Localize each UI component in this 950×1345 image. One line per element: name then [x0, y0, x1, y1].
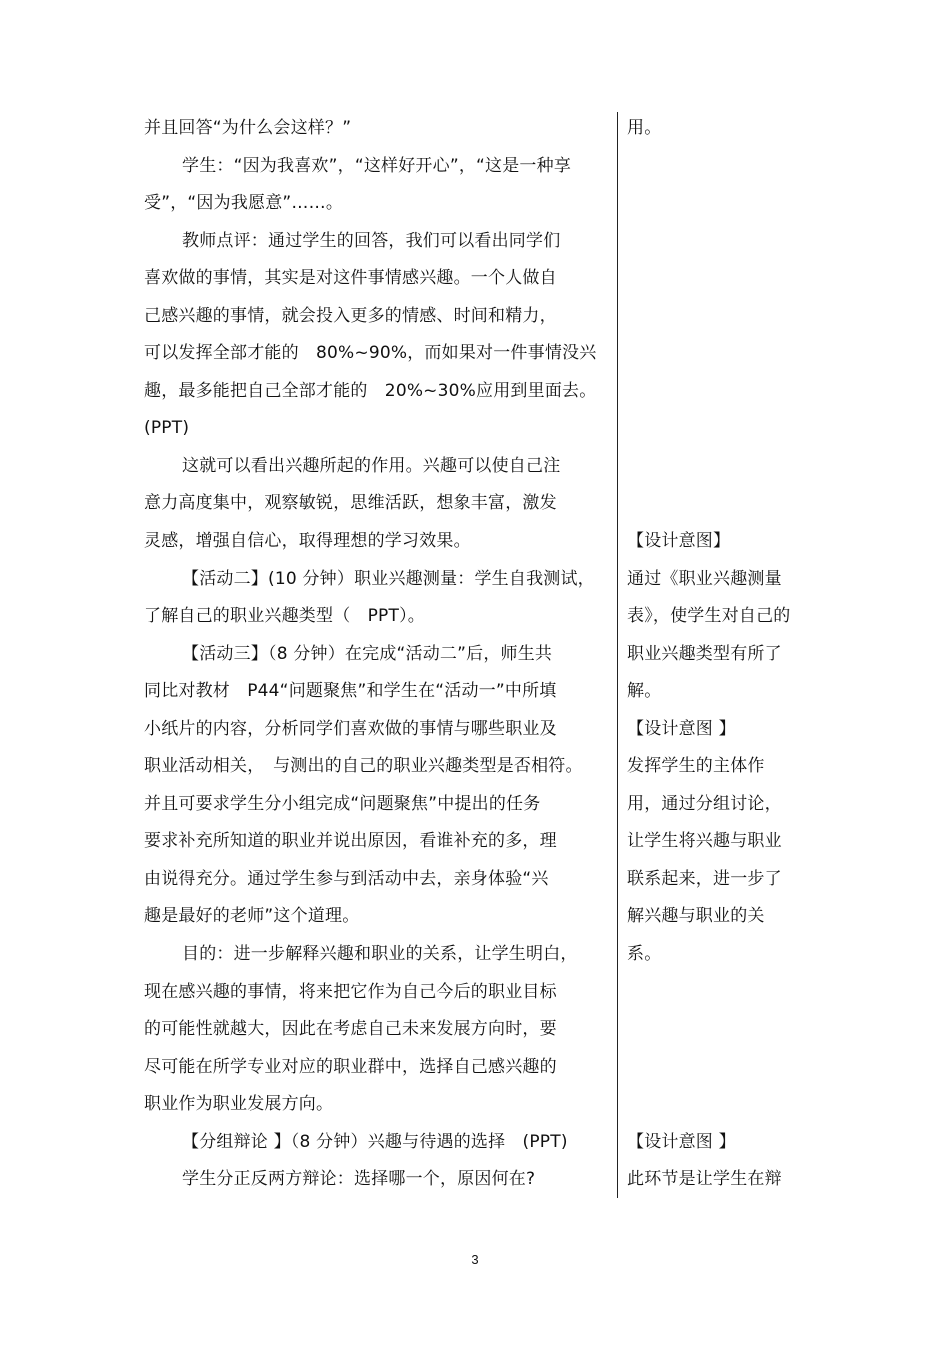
spacer — [627, 298, 812, 336]
side-note-line: 解。 — [627, 681, 662, 702]
text-line: 己感兴趣的事情，就会投入更多的情感、时间和精力， — [144, 305, 557, 326]
design-intent-heading: 【设计意图】 — [627, 531, 731, 552]
spacer — [627, 410, 812, 448]
design-intent-heading: 【设计意图 】 — [627, 718, 736, 739]
side-note-line: 此环节是让学生在辩 — [627, 1169, 782, 1190]
spacer — [627, 1086, 812, 1124]
text-line: 灵感，增强自信心，取得理想的学习效果。 — [144, 531, 471, 552]
lesson-content-column — [144, 110, 614, 1199]
text-line: 并且可要求学生分小组完成“问题聚焦”中提出的任务 — [144, 793, 541, 814]
text-line: 同比对教材 P44“问题聚焦”和学生在“活动一”中所填 — [144, 681, 557, 702]
text-line: 目的：进一步解释兴趣和职业的关系，让学生明白， — [182, 944, 578, 965]
spacer — [627, 974, 812, 1012]
side-note-line: 发挥学生的主体作 — [627, 756, 765, 777]
text-line: 要求补充所知道的职业并说出原因，看谁补充的多，理 — [144, 831, 557, 852]
side-note-line: 表》，使学生对自己的 — [627, 606, 791, 627]
text-line: 职业活动相关， 与测出的自己的职业兴趣类型是否相符。 — [144, 756, 583, 777]
text-line: 由说得充分。通过学生参与到活动中去，亲身体验“兴 — [144, 868, 549, 889]
text-line: 教师点评：通过学生的回答，我们可以看出同学们 — [182, 230, 561, 251]
text-line: 尽可能在所学专业对应的职业群中，选择自己感兴趣的 — [144, 1056, 557, 1077]
spacer — [627, 1049, 812, 1087]
text-line: 趣，最多能把自己全部才能的 20%~30%应用到里面去。 — [144, 380, 597, 401]
text-line: 职业作为职业发展方向。 — [144, 1094, 334, 1115]
side-note-line: 用，通过分组讨论， — [627, 793, 782, 814]
text-line: 【活动二】(10 分钟）职业兴趣测量：学生自我测试， — [182, 568, 595, 589]
text-line: (PPT) — [144, 418, 190, 439]
design-intent-heading: 【设计意图 】 — [627, 1131, 736, 1152]
spacer — [627, 185, 812, 223]
spacer — [627, 1011, 812, 1049]
page-number: 3 — [471, 1252, 479, 1267]
text-line: 受”，“因为我愿意”……。 — [144, 193, 344, 214]
text-line: 意力高度集中，观察敏锐，思维活跃，想象丰富，激发 — [144, 493, 557, 514]
spacer — [627, 373, 812, 411]
spacer — [627, 335, 812, 373]
text-line: 这就可以看出兴趣所起的作用。兴趣可以使自己注 — [182, 455, 561, 476]
side-note-line: 系。 — [627, 944, 662, 965]
side-note-line: 联系起来，进一步了 — [627, 868, 782, 889]
spacer — [627, 223, 812, 261]
text-line: 学生：“因为我喜欢”，“这样好开心”，“这是一种享 — [182, 155, 572, 176]
text-line: 喜欢做的事情，其实是对这件事情感兴趣。一个人做自 — [144, 268, 557, 289]
text-line: 了解自己的职业兴趣类型（ PPT）。 — [144, 606, 425, 627]
spacer — [627, 448, 812, 486]
design-intent-column — [627, 110, 812, 1199]
text-line: 并且回答“为什么会这样？” — [144, 118, 352, 138]
side-note-line: 让学生将兴趣与职业 — [627, 831, 782, 852]
side-note-line: 用。 — [627, 118, 662, 138]
spacer — [627, 260, 812, 298]
spacer — [627, 485, 812, 523]
side-note-line: 通过《职业兴趣测量 — [627, 568, 782, 589]
text-line: 【活动三】（8 分钟）在完成“活动二”后，师生共 — [182, 643, 553, 664]
side-note-line: 职业兴趣类型有所了 — [627, 643, 782, 664]
text-line: 【分组辩论 】（8 分钟）兴趣与待遇的选择 (PPT) — [182, 1131, 568, 1152]
column-divider — [617, 112, 618, 1198]
text-line: 趣是最好的老师”这个道理。 — [144, 906, 360, 927]
text-line: 学生分正反两方辩论：选择哪一个，原因何在? — [182, 1169, 536, 1190]
side-note-line: 解兴趣与职业的关 — [627, 906, 765, 927]
text-line: 小纸片的内容，分析同学们喜欢做的事情与哪些职业及 — [144, 718, 557, 739]
text-line: 的可能性就越大，因此在考虑自己未来发展方向时，要 — [144, 1019, 557, 1040]
text-line: 可以发挥全部才能的 80%~90%，而如果对一件事情没兴 — [144, 343, 597, 364]
text-line: 现在感兴趣的事情，将来把它作为自己今后的职业目标 — [144, 981, 557, 1002]
spacer — [627, 148, 812, 186]
